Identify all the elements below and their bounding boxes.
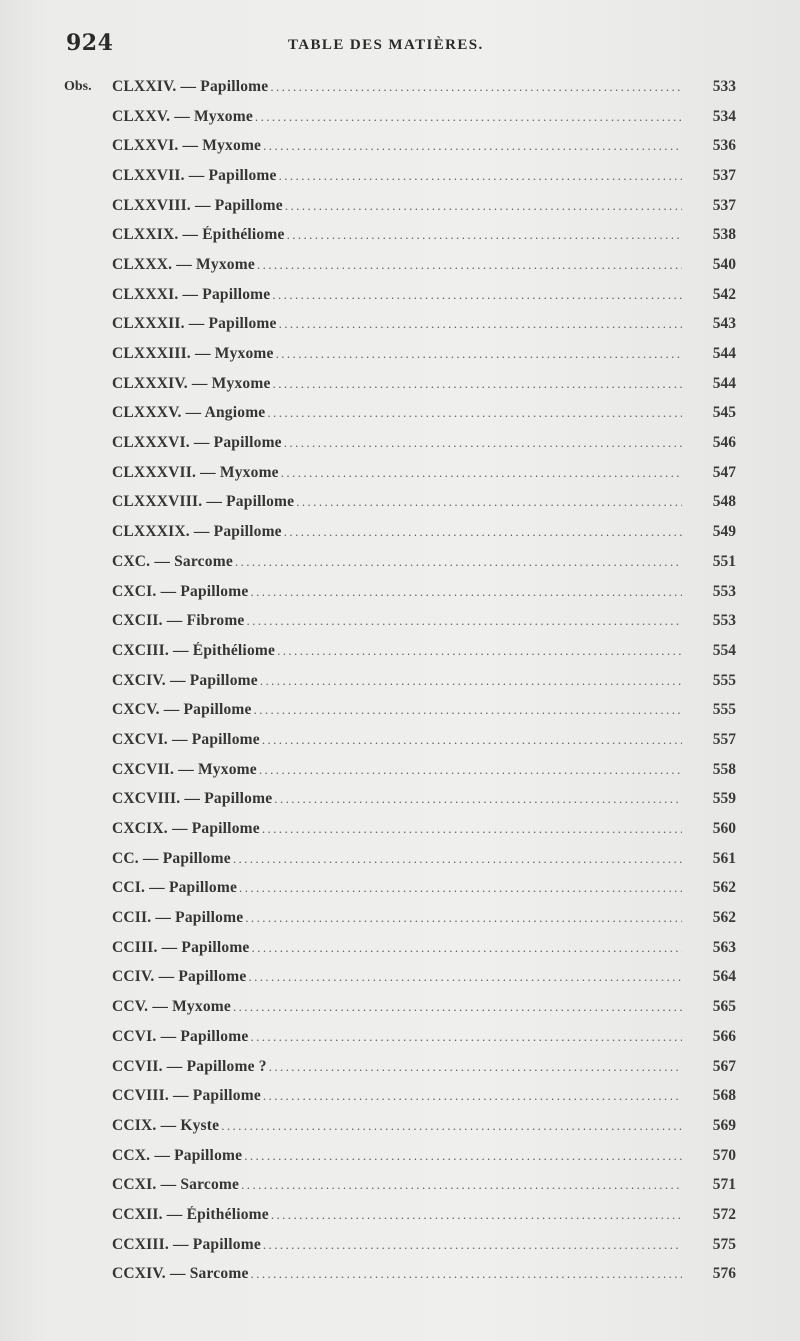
toc-entry	[62, 577, 742, 607]
toc-entry	[62, 161, 742, 191]
toc-entry-label: CCVI. — Papillome	[112, 1027, 249, 1045]
toc-entry-label: CLXXVI. — Myxome	[112, 137, 262, 155]
toc-entry-page: 568	[712, 1087, 736, 1105]
toc-entry-label: CXCV. — Papillome	[112, 701, 252, 719]
toc-entry-label-group	[112, 464, 682, 482]
toc-entry-label: CXCIII. — Épithéliome	[112, 641, 276, 659]
toc-entry	[62, 339, 742, 369]
toc-entry-page: 559	[712, 790, 736, 808]
toc-entry	[62, 1052, 742, 1082]
toc-entry-label: CXCVII. — Myxome	[112, 760, 257, 778]
toc-entry	[62, 1170, 742, 1200]
toc-entry	[62, 666, 742, 696]
dot-leader	[250, 1029, 682, 1045]
toc-entry-label: CLXXX. — Myxome	[112, 255, 255, 273]
toc-entry	[62, 517, 742, 547]
toc-entry-page: 538	[712, 226, 736, 244]
toc-entry-label: CLXXXV. — Angiome	[112, 404, 266, 422]
toc-entry-page: 558	[712, 760, 736, 778]
toc-entry-label: CCVII. — Papillome ?	[112, 1057, 267, 1075]
toc-entry-page: 554	[712, 641, 736, 659]
page-title: TABLE DES MATIÈRES.	[288, 37, 484, 53]
toc-entry-label: CXCIV. — Papillome	[112, 671, 258, 689]
toc-entry-label: CC. — Papillome	[112, 849, 231, 867]
dot-leader	[233, 999, 682, 1015]
toc-entry	[62, 131, 742, 161]
toc-entry-label-group	[112, 1206, 682, 1224]
dot-leader	[262, 821, 682, 837]
toc-entry-label: CXCII. — Fibrome	[112, 612, 245, 630]
toc-entry-page: 564	[712, 968, 736, 986]
toc-entry	[62, 458, 742, 488]
toc-entry-label: CCV. — Myxome	[112, 998, 231, 1016]
toc-entry-label: CXC. — Sarcome	[112, 552, 233, 570]
toc-entry-page: 549	[712, 523, 736, 541]
dot-leader	[263, 1088, 682, 1104]
toc-entry-label-group	[112, 523, 682, 541]
toc-entry	[62, 1200, 742, 1230]
dot-leader	[233, 851, 682, 867]
toc-entry-label-group	[112, 286, 682, 304]
toc-entry-page: 533	[712, 77, 736, 95]
table-of-contents	[62, 72, 742, 1289]
toc-entry-label-group	[112, 672, 682, 690]
page-header	[66, 30, 746, 58]
toc-entry	[62, 755, 742, 785]
toc-entry-page: 534	[712, 107, 736, 125]
toc-entry	[62, 963, 742, 993]
toc-entry-label-group	[112, 197, 682, 215]
toc-entry-page: 544	[712, 374, 736, 392]
toc-entry-page: 566	[712, 1027, 736, 1045]
page-number: 924	[66, 30, 114, 56]
toc-entry-page: 575	[712, 1235, 736, 1253]
toc-entry-label-group	[112, 879, 682, 897]
toc-entry-page: 555	[712, 701, 736, 719]
toc-entry-label: CCXIV. — Sarcome	[112, 1265, 249, 1283]
dot-leader	[273, 376, 682, 392]
toc-entry	[62, 695, 742, 725]
toc-entry-label-group	[112, 1087, 682, 1105]
dot-leader	[244, 1148, 682, 1164]
dot-leader	[281, 465, 682, 481]
toc-entry-label-group	[112, 315, 682, 333]
dot-leader	[284, 435, 682, 451]
dot-leader	[248, 969, 682, 985]
dot-leader	[259, 762, 682, 778]
toc-entry-label-group	[112, 404, 682, 422]
toc-entry-label-group	[112, 1117, 682, 1135]
toc-entry-label-group	[112, 137, 682, 155]
toc-entry-page: 562	[712, 879, 736, 897]
toc-entry-label: CLXXXVIII. — Papillome	[112, 493, 295, 511]
toc-entry-page: 540	[712, 255, 736, 273]
toc-entry-page: 546	[712, 434, 736, 452]
toc-entry-page: 567	[712, 1057, 736, 1075]
dot-leader	[279, 316, 682, 332]
dot-leader	[262, 732, 682, 748]
toc-entry-page: 545	[712, 404, 736, 422]
toc-entry-label-group	[112, 909, 682, 927]
toc-entry-label-group	[112, 345, 682, 363]
toc-entry-label-group	[112, 998, 682, 1016]
dot-leader	[279, 168, 682, 184]
toc-entry-page: 560	[712, 820, 736, 838]
dot-leader	[235, 554, 682, 570]
toc-entry	[62, 280, 742, 310]
dot-leader	[255, 109, 682, 125]
toc-entry	[62, 369, 742, 399]
toc-entry-label: CXCVIII. — Papillome	[112, 790, 273, 808]
toc-entry-page: 544	[712, 345, 736, 363]
dot-leader	[277, 643, 682, 659]
dot-leader	[272, 287, 682, 303]
toc-entry-label-group	[112, 375, 682, 393]
toc-entry-label-group	[112, 820, 682, 838]
dot-leader	[260, 673, 682, 689]
toc-entry-page: 542	[712, 285, 736, 303]
toc-entry	[62, 725, 742, 755]
toc-entry	[62, 547, 742, 577]
dot-leader	[257, 257, 682, 273]
toc-entry	[62, 1260, 742, 1290]
toc-entry	[62, 1230, 742, 1260]
toc-entry-label-group	[112, 1265, 682, 1283]
toc-entry-page: 555	[712, 671, 736, 689]
toc-entry-label: CXCVI. — Papillome	[112, 730, 260, 748]
dot-leader	[252, 940, 682, 956]
toc-entry	[62, 220, 742, 250]
toc-entry-label: CLXXXVII. — Myxome	[112, 463, 279, 481]
toc-entry	[62, 310, 742, 340]
toc-entry-label-group	[112, 78, 682, 96]
toc-entry-page: 571	[712, 1176, 736, 1194]
toc-entry	[62, 933, 742, 963]
observation-prefix: Obs.	[64, 78, 92, 94]
toc-entry-label-group	[112, 731, 682, 749]
toc-entry-label: CXCI. — Papillome	[112, 582, 249, 600]
toc-entry-label-group	[112, 968, 682, 986]
toc-entry-label: CCXII. — Épithéliome	[112, 1205, 269, 1223]
toc-entry	[62, 1111, 742, 1141]
toc-entry	[62, 191, 742, 221]
dot-leader	[287, 227, 682, 243]
toc-entry	[62, 1022, 742, 1052]
toc-entry-label-group	[112, 226, 682, 244]
toc-entry	[62, 72, 742, 102]
dot-leader	[251, 1266, 682, 1282]
toc-entry-label-group	[112, 256, 682, 274]
toc-entry-label-group	[112, 167, 682, 185]
toc-entry-page: 576	[712, 1265, 736, 1283]
toc-entry-label-group	[112, 1028, 682, 1046]
toc-entry-page: 537	[712, 166, 736, 184]
toc-entry-label-group	[112, 701, 682, 719]
dot-leader	[267, 405, 682, 421]
toc-entry-page: 561	[712, 849, 736, 867]
toc-entry-page: 562	[712, 909, 736, 927]
dot-leader	[271, 1207, 682, 1223]
toc-entry-label-group	[112, 761, 682, 779]
toc-entry-page: 565	[712, 998, 736, 1016]
toc-entry-label: CCIII. — Papillome	[112, 938, 250, 956]
dot-leader	[270, 79, 682, 95]
toc-entry-page: 553	[712, 612, 736, 630]
toc-entry	[62, 102, 742, 132]
toc-entry	[62, 814, 742, 844]
toc-entry-label: CXCIX. — Papillome	[112, 820, 260, 838]
toc-entry-label: CLXXXII. — Papillome	[112, 315, 277, 333]
toc-entry-label: CLXXIX. — Épithéliome	[112, 226, 285, 244]
toc-entry-label-group	[112, 108, 682, 126]
toc-entry-page: 570	[712, 1146, 736, 1164]
toc-entry-page: 563	[712, 938, 736, 956]
toc-entry-label-group	[112, 790, 682, 808]
toc-entry-page: 548	[712, 493, 736, 511]
toc-entry-label: CLXXXVI. — Papillome	[112, 434, 282, 452]
toc-entry-label-group	[112, 1176, 682, 1194]
toc-entry-page: 537	[712, 196, 736, 214]
toc-entry-label: CLXXIV. — Papillome	[112, 77, 269, 95]
toc-entry-label: CCIV. — Papillome	[112, 968, 247, 986]
toc-entry	[62, 250, 742, 280]
toc-entry	[62, 874, 742, 904]
dot-leader	[263, 138, 682, 154]
toc-entry	[62, 1081, 742, 1111]
toc-entry-label: CCIX. — Kyste	[112, 1116, 220, 1134]
toc-entry-label-group	[112, 553, 682, 571]
toc-entry-page: 557	[712, 730, 736, 748]
toc-entry-label-group	[112, 1147, 682, 1165]
dot-leader	[284, 524, 682, 540]
toc-entry	[62, 992, 742, 1022]
toc-entry	[62, 428, 742, 458]
toc-entry-label: CCVIII. — Papillome	[112, 1087, 261, 1105]
dot-leader	[285, 198, 682, 214]
toc-entry-label: CLXXVIII. — Papillome	[112, 196, 283, 214]
dot-leader	[274, 791, 682, 807]
toc-entry	[62, 606, 742, 636]
toc-entry-page: 572	[712, 1205, 736, 1223]
toc-entry-label: CLXXXIX. — Papillome	[112, 523, 282, 541]
dot-leader	[250, 584, 682, 600]
toc-entry-label: CLXXV. — Myxome	[112, 107, 253, 125]
dot-leader	[247, 613, 682, 629]
toc-entry-label-group	[112, 642, 682, 660]
dot-leader	[269, 1059, 682, 1075]
toc-entry	[62, 488, 742, 518]
toc-entry	[62, 1141, 742, 1171]
toc-entry-label-group	[112, 612, 682, 630]
toc-entry-label-group	[112, 1058, 682, 1076]
toc-entry	[62, 399, 742, 429]
toc-entry-label: CCX. — Papillome	[112, 1146, 243, 1164]
toc-entry	[62, 903, 742, 933]
toc-entry-page: 553	[712, 582, 736, 600]
toc-entry-label-group	[112, 434, 682, 452]
toc-entry-label-group	[112, 850, 682, 868]
dot-leader	[245, 910, 682, 926]
dot-leader	[263, 1237, 682, 1253]
toc-entry-label: CLXXXI. — Papillome	[112, 285, 271, 303]
dot-leader	[254, 702, 682, 718]
toc-entry-label-group	[112, 583, 682, 601]
toc-entry-label: CCII. — Papillome	[112, 909, 244, 927]
dot-leader	[296, 494, 682, 510]
toc-entry-page: 543	[712, 315, 736, 333]
toc-entry	[62, 785, 742, 815]
toc-entry-label-group	[112, 939, 682, 957]
toc-entry-label-group	[112, 493, 682, 511]
toc-entry	[62, 844, 742, 874]
toc-entry-label: CCI. — Papillome	[112, 879, 238, 897]
toc-entry-label: CCXIII. — Papillome	[112, 1235, 261, 1253]
toc-entry-label: CLXXVII. — Papillome	[112, 166, 277, 184]
dot-leader	[221, 1118, 682, 1134]
toc-entry-page: 569	[712, 1116, 736, 1134]
toc-entry-label: CCXI. — Sarcome	[112, 1176, 240, 1194]
toc-entry-label: CLXXXIII. — Myxome	[112, 345, 274, 363]
toc-entry-page: 536	[712, 137, 736, 155]
dot-leader	[241, 1177, 682, 1193]
toc-entry-label-group	[112, 1236, 682, 1254]
toc-entry-label: CLXXXIV. — Myxome	[112, 374, 271, 392]
dot-leader	[276, 346, 682, 362]
toc-entry	[62, 636, 742, 666]
toc-entry-page: 551	[712, 552, 736, 570]
dot-leader	[239, 880, 682, 896]
toc-entry-page: 547	[712, 463, 736, 481]
